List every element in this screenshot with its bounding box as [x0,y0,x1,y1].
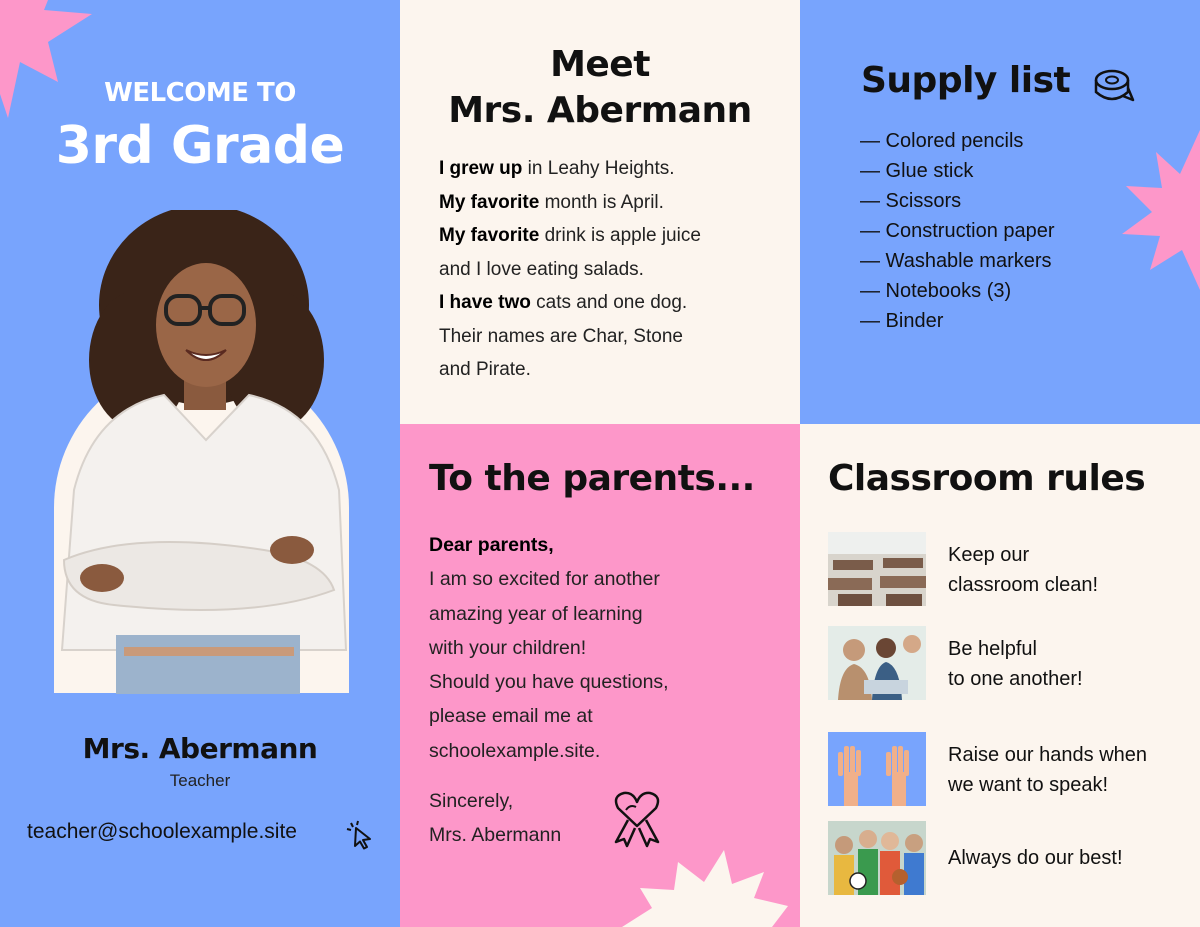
kids-sports-image [828,821,926,895]
rule-line: Always do our best! [948,847,1123,869]
welcome-heading: WELCOME TO [104,78,296,108]
list-item: — Binder [860,310,944,332]
rule-line: Raise our hands when [948,744,1148,766]
rule-text [948,740,1147,800]
rules-title: Classroom rules [828,458,1146,499]
welcome-panel [0,0,400,927]
rule-text [948,843,1123,873]
meet-teacher-panel [400,0,800,424]
letter-line: amazing year of learning [429,602,643,625]
supply-items [860,126,1055,336]
rule-line: to one another! [948,668,1083,690]
supply-title: Supply list [861,60,1071,101]
bio-line: and Pirate. [439,359,531,380]
teacher-name: Mrs. Abermann [82,732,318,765]
letter-line: Should you have questions, [429,671,669,694]
raised-hands-image [828,732,926,806]
classroom-desks-image [828,532,926,606]
list-item: — Glue stick [860,160,974,182]
letter-line: I am so excited for another [429,568,660,591]
rule-line: Be helpful [948,638,1037,660]
rule-item [828,532,1198,606]
bio-line: I have two cats and one dog. [439,292,688,313]
list-item: — Construction paper [860,220,1055,242]
rule-text [948,540,1098,600]
bio-line: Their names are Char, Stone [439,325,683,347]
heart-ribbon-icon [610,790,664,848]
pointer-cursor-icon [346,820,376,850]
letter-line: please email me at [429,705,593,728]
bio-line: and I love eating salads. [439,258,644,280]
rule-line: we want to speak! [948,774,1109,796]
list-item: — Colored pencils [860,130,1024,152]
rule-text [948,634,1083,694]
teacher-role: Teacher [169,771,231,790]
teacher-email-link[interactable]: teacher@schoolexample.site [27,820,297,843]
rule-line: Keep our [948,544,1030,566]
rule-item [828,821,1198,895]
bio-line: My favorite drink is apple juice [439,225,701,246]
rule-line: classroom clean! [948,574,1099,596]
kids-helping-image [828,626,926,700]
supply-list-panel [800,0,1200,424]
letter-line: schoolexample.site. [429,739,601,762]
starburst-decoration [622,848,792,927]
teacher-portrait [54,210,350,694]
letter-closing: Sincerely, [429,790,514,812]
letter-signature: Mrs. Abermann [429,824,562,846]
parents-title: To the parents... [429,458,755,499]
starburst-decoration [1120,130,1200,290]
classroom-rules-panel [800,424,1200,927]
rule-item [828,732,1198,806]
letter-greeting: Dear parents, [429,534,554,556]
meet-title-line2: Mrs. Abermann [448,90,752,131]
meet-title-line1: Meet [550,44,650,85]
list-item: — Notebooks (3) [860,280,1012,302]
tape-roll-icon [1093,66,1135,106]
meet-title [400,42,800,134]
list-item: — Scissors [860,190,962,212]
parents-letter-panel [400,424,800,927]
list-item: — Washable markers [860,250,1052,272]
rule-item [828,626,1198,700]
bio-line: I grew up in Leahy Heights. [439,158,675,179]
letter-signoff [429,784,561,852]
bio-line: My favorite month is April. [439,191,664,213]
parents-letter [429,528,669,768]
letter-line: with your children! [429,636,587,659]
grade-heading: 3rd Grade [55,116,345,176]
teacher-bio [439,152,701,387]
